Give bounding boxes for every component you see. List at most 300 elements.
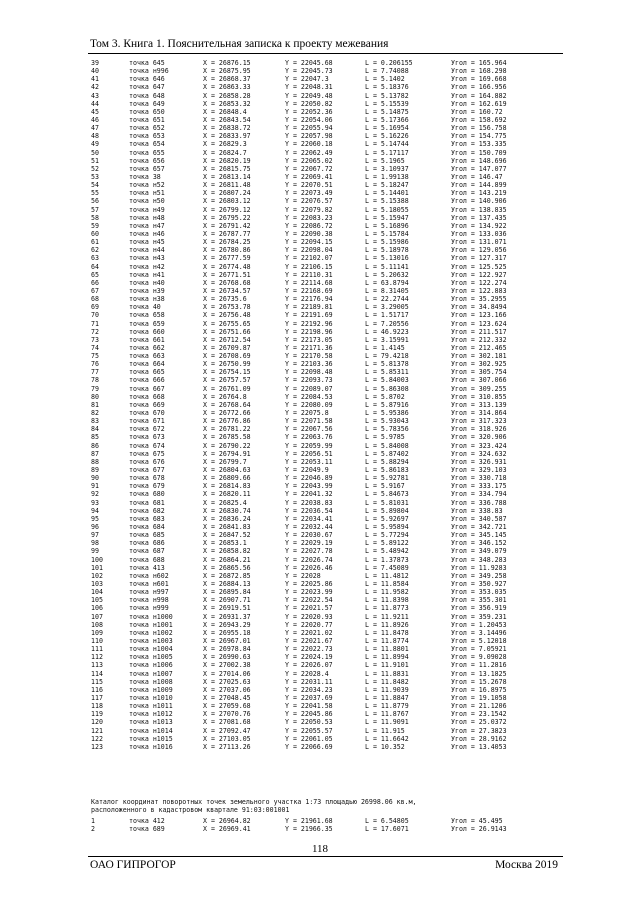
angle: Угол = 35.2955: [451, 295, 507, 304]
angle: Угол = 212.465: [451, 343, 507, 352]
point-name: точка н43: [129, 254, 165, 263]
segment-length: L = 5.18376: [365, 83, 409, 92]
y-coordinate: Y = 22037.69: [285, 693, 333, 702]
y-coordinate: Y = 22067.72: [285, 164, 333, 173]
table-row: [91, 336, 591, 344]
x-coordinate: X = 26829.3: [203, 140, 247, 149]
table-row: [91, 466, 591, 474]
point-name: точка н49: [129, 205, 165, 214]
angle: Угол = 123.624: [451, 319, 507, 328]
x-coordinate: X = 26836.24: [203, 514, 251, 523]
y-coordinate: Y = 22026.74: [285, 555, 333, 564]
x-coordinate: X = 26794.91: [203, 449, 251, 458]
x-coordinate: X = 26815.75: [203, 164, 251, 173]
segment-length: L = 0.206155: [365, 59, 413, 67]
segment-length: L = 5.18978: [365, 246, 409, 255]
y-coordinate: Y = 22060.18: [285, 140, 333, 149]
x-coordinate: X = 26853.32: [203, 99, 251, 108]
table-row: [91, 197, 591, 205]
point-name: точка 673: [129, 433, 165, 442]
point-index: 117: [91, 693, 103, 702]
x-coordinate: X = 26876.15: [203, 59, 251, 67]
angle: Угол = 324.632: [451, 449, 507, 458]
coordinates-table: [91, 59, 591, 751]
y-coordinate: Y = 22102.07: [285, 254, 333, 263]
segment-length: L = 11.8478: [365, 628, 409, 637]
point-name: точка 652: [129, 124, 165, 133]
angle: Угол = 346.152: [451, 539, 507, 548]
x-coordinate: X = 26895.84: [203, 588, 251, 597]
y-coordinate: Y = 22043.99: [285, 482, 333, 491]
point-index: 109: [91, 628, 103, 637]
angle: Угол = 305.754: [451, 368, 507, 377]
point-index: 85: [91, 433, 99, 442]
segment-length: L = 5.87402: [365, 449, 409, 458]
page-number: 118: [311, 843, 329, 855]
y-coordinate: Y = 22048.31: [285, 83, 333, 92]
angle: Угол = 122.274: [451, 278, 507, 287]
segment-length: L = 5.92697: [365, 514, 409, 523]
point-index: 65: [91, 270, 99, 279]
angle: Угол = 350.927: [451, 580, 507, 588]
x-coordinate: X = 26820.11: [203, 490, 251, 499]
segment-length: L = 79.4218: [365, 352, 409, 361]
segment-length: L = 3.15991: [365, 335, 409, 344]
y-coordinate: Y = 22045.73: [285, 67, 333, 76]
point-index: 52: [91, 164, 99, 173]
segment-length: L = 11.915: [365, 726, 405, 735]
angle: Угол = 156.758: [451, 124, 507, 133]
point-name: точка 667: [129, 384, 165, 393]
segment-length: L = 5.89804: [365, 506, 409, 515]
y-coordinate: Y = 22063.76: [285, 433, 333, 442]
x-coordinate: X = 26864.21: [203, 555, 251, 564]
y-coordinate: Y = 22110.31: [285, 270, 333, 279]
segment-length: L = 5.15539: [365, 99, 409, 108]
table-row: [91, 83, 591, 91]
table-row: [91, 238, 591, 246]
table-row: [91, 271, 591, 279]
angle: Угол = 25.0372: [451, 718, 507, 727]
y-coordinate: Y = 22045.68: [285, 59, 333, 67]
angle: Угол = 320.906: [451, 433, 507, 442]
point-name: точка н1008: [129, 677, 173, 686]
y-coordinate: Y = 22021.57: [285, 604, 333, 613]
segment-length: L = 5.20632: [365, 270, 409, 279]
x-coordinate: X = 26955.18: [203, 628, 251, 637]
x-coordinate: X = 26919.51: [203, 604, 251, 613]
point-name: точка 412: [129, 817, 165, 825]
point-name: точка н1010: [129, 693, 173, 702]
point-index: 54: [91, 181, 99, 190]
table-row: [91, 710, 591, 718]
angle: Угол = 122.927: [451, 270, 507, 279]
table-row: [91, 825, 591, 833]
segment-length: L = 5.14875: [365, 107, 409, 116]
table-row: [91, 702, 591, 710]
y-coordinate: Y = 22021.02: [285, 628, 333, 637]
x-coordinate: X = 26735.6: [203, 295, 247, 304]
point-name: точка 686: [129, 539, 165, 548]
segment-length: L = 11.9211: [365, 612, 409, 621]
y-coordinate: Y = 22198.96: [285, 327, 333, 336]
page-header: Том 3. Книга 1. Пояснительная записка к проекту межевания: [90, 38, 389, 50]
x-coordinate: X = 26803.12: [203, 197, 251, 206]
x-coordinate: X = 26853.1: [203, 539, 247, 548]
point-name: точка 661: [129, 335, 165, 344]
point-name: точка 689: [129, 825, 165, 834]
table-row: [91, 140, 591, 148]
angle: Угол = 313.139: [451, 400, 507, 409]
segment-length: L = 11.8847: [365, 693, 409, 702]
table-row: [91, 67, 591, 75]
point-name: точка н41: [129, 270, 165, 279]
table-row: [91, 556, 591, 564]
table-row: [91, 189, 591, 197]
y-coordinate: Y = 22103.36: [285, 360, 333, 369]
y-coordinate: Y = 22106.15: [285, 262, 333, 271]
angle: Угол = 16.8975: [451, 685, 507, 694]
point-index: 40: [91, 67, 99, 76]
y-coordinate: Y = 22041.32: [285, 490, 333, 499]
y-coordinate: Y = 22050.82: [285, 99, 333, 108]
angle: Угол = 144.899: [451, 181, 507, 190]
x-coordinate: X = 26863.33: [203, 83, 251, 92]
point-index: 89: [91, 466, 99, 475]
point-index: 104: [91, 588, 103, 597]
point-name: точка н52: [129, 181, 165, 190]
table-row: [91, 360, 591, 368]
angle: Угол = 302.181: [451, 352, 507, 361]
point-name: точка н44: [129, 246, 165, 255]
x-coordinate: X = 27037.06: [203, 685, 251, 694]
point-name: точка 684: [129, 523, 165, 532]
y-coordinate: Y = 22191.69: [285, 311, 333, 320]
x-coordinate: X = 26777.59: [203, 254, 251, 263]
x-coordinate: X = 26809.66: [203, 474, 251, 483]
point-index: 106: [91, 604, 103, 613]
point-index: 53: [91, 172, 99, 181]
segment-length: L = 11.8779: [365, 702, 409, 711]
x-coordinate: X = 26847.52: [203, 531, 251, 540]
point-index: 72: [91, 327, 99, 336]
segment-length: L = 11.9582: [365, 588, 409, 597]
segment-length: L = 11.8801: [365, 645, 409, 654]
angle: Угол = 336.788: [451, 498, 507, 507]
point-index: 70: [91, 311, 99, 320]
angle: Угол = 7.05921: [451, 645, 507, 654]
table-row: [91, 295, 591, 303]
y-coordinate: Y = 22170.58: [285, 352, 333, 361]
angle: Угол = 356.919: [451, 604, 507, 613]
point-name: точка н602: [129, 571, 169, 580]
point-name: точка н1014: [129, 726, 173, 735]
catalog-table: [91, 817, 591, 833]
table-row: [91, 132, 591, 140]
point-name: точка 654: [129, 140, 165, 149]
table-row: [91, 817, 591, 825]
point-index: 79: [91, 384, 99, 393]
point-name: точка н997: [129, 588, 169, 597]
y-coordinate: Y = 22052.36: [285, 107, 333, 116]
point-name: точка 669: [129, 400, 165, 409]
x-coordinate: X = 26841.83: [203, 523, 251, 532]
point-name: точка н45: [129, 238, 165, 247]
y-coordinate: Y = 22071.58: [285, 417, 333, 426]
y-coordinate: Y = 22094.15: [285, 238, 333, 247]
table-row: [91, 670, 591, 678]
point-name: точка 656: [129, 156, 165, 165]
y-coordinate: Y = 22022.73: [285, 645, 333, 654]
x-coordinate: X = 26708.69: [203, 352, 251, 361]
point-index: 41: [91, 75, 99, 84]
point-name: точка н1006: [129, 661, 173, 670]
point-index: 62: [91, 246, 99, 255]
point-index: 56: [91, 197, 99, 206]
y-coordinate: Y = 22089.07: [285, 384, 333, 393]
angle: Угол = 11.2816: [451, 661, 507, 670]
x-coordinate: X = 26875.95: [203, 67, 251, 76]
point-name: точка 666: [129, 376, 165, 385]
point-name: точка 687: [129, 547, 165, 556]
point-index: 42: [91, 83, 99, 92]
point-index: 90: [91, 474, 99, 483]
point-name: точка н1002: [129, 628, 173, 637]
segment-length: L = 1.51717: [365, 311, 409, 320]
point-name: точка н46: [129, 229, 165, 238]
point-name: точка н1011: [129, 702, 173, 711]
segment-length: L = 5.77294: [365, 531, 409, 540]
angle: Угол = 129.056: [451, 246, 507, 255]
table-row: [91, 311, 591, 319]
point-name: точка н1016: [129, 742, 173, 751]
segment-length: L = 11.4812: [365, 571, 409, 580]
point-index: 92: [91, 490, 99, 499]
point-index: 44: [91, 99, 99, 108]
point-name: точка 659: [129, 319, 165, 328]
x-coordinate: X = 26755.65: [203, 319, 251, 328]
x-coordinate: X = 26858.28: [203, 91, 251, 100]
x-coordinate: X = 27070.76: [203, 710, 251, 719]
point-index: 80: [91, 392, 99, 401]
point-index: 95: [91, 514, 99, 523]
segment-length: L = 5.1402: [365, 75, 405, 84]
table-row: [91, 523, 591, 531]
point-index: 83: [91, 417, 99, 426]
point-index: 88: [91, 457, 99, 466]
segment-length: L = 11.8482: [365, 677, 409, 686]
table-row: [91, 727, 591, 735]
x-coordinate: X = 26734.57: [203, 286, 251, 295]
point-index: 94: [91, 506, 99, 515]
table-row: [91, 425, 591, 433]
segment-length: L = 11.8584: [365, 580, 409, 588]
y-coordinate: Y = 22098.04: [285, 246, 333, 255]
x-coordinate: X = 27048.45: [203, 693, 251, 702]
point-name: точка 664: [129, 360, 165, 369]
table-row: [91, 409, 591, 417]
angle: Угол = 158.692: [451, 115, 507, 124]
point-name: точка 38: [129, 172, 161, 181]
y-coordinate: Y = 22084.53: [285, 392, 333, 401]
point-name: точка 671: [129, 417, 165, 426]
segment-length: L = 5.95894: [365, 523, 409, 532]
table-row: [91, 531, 591, 539]
y-coordinate: Y = 22098.48: [285, 368, 333, 377]
table-row: [91, 279, 591, 287]
segment-length: L = 6.54805: [365, 817, 409, 825]
table-row: [91, 718, 591, 726]
x-coordinate: X = 26907.71: [203, 596, 251, 605]
table-row: [91, 75, 591, 83]
segment-length: L = 3.10937: [365, 164, 409, 173]
x-coordinate: X = 26768.68: [203, 278, 251, 287]
point-index: 78: [91, 376, 99, 385]
point-index: 91: [91, 482, 99, 491]
y-coordinate: Y = 22021.67: [285, 636, 333, 645]
table-row: [91, 490, 591, 498]
y-coordinate: Y = 22049.48: [285, 91, 333, 100]
point-index: 49: [91, 140, 99, 149]
y-coordinate: Y = 22047.3: [285, 75, 329, 84]
angle: Угол = 13.1825: [451, 669, 507, 678]
point-name: точка 649: [129, 99, 165, 108]
x-coordinate: X = 26756.48: [203, 311, 251, 320]
point-name: точка 655: [129, 148, 165, 157]
y-coordinate: Y = 22038.83: [285, 498, 333, 507]
point-name: точка 679: [129, 482, 165, 491]
point-name: точка н1009: [129, 685, 173, 694]
table-row: [91, 621, 591, 629]
point-name: точка 688: [129, 555, 165, 564]
segment-length: L = 5.95386: [365, 409, 409, 418]
table-row: [91, 433, 591, 441]
y-coordinate: Y = 22020.77: [285, 620, 333, 629]
y-coordinate: Y = 22059.99: [285, 441, 333, 450]
point-name: точка н1007: [129, 669, 173, 678]
segment-length: L = 11.9039: [365, 685, 409, 694]
point-index: 98: [91, 539, 99, 548]
y-coordinate: Y = 22030.67: [285, 531, 333, 540]
y-coordinate: Y = 22080.09: [285, 400, 333, 409]
angle: Угол = 28.9162: [451, 734, 507, 743]
angle: Угол = 127.317: [451, 254, 507, 263]
x-coordinate: X = 26791.42: [203, 221, 251, 230]
x-coordinate: X = 26772.66: [203, 409, 251, 418]
segment-length: L = 22.2744: [365, 295, 409, 304]
x-coordinate: X = 26865.56: [203, 563, 251, 572]
angle: Угол = 334.794: [451, 490, 507, 499]
angle: Угол = 162.619: [451, 99, 507, 108]
angle: Угол = 150.709: [451, 148, 507, 157]
angle: Угол = 34.8494: [451, 303, 507, 312]
point-index: 84: [91, 425, 99, 434]
x-coordinate: X = 26776.86: [203, 417, 251, 426]
x-coordinate: X = 26969.41: [203, 825, 251, 834]
point-name: точка 658: [129, 311, 165, 320]
segment-length: L = 5.16954: [365, 124, 409, 133]
table-row: [91, 442, 591, 450]
angle: Угол = 146.47: [451, 172, 503, 181]
angle: Угол = 148.696: [451, 156, 507, 165]
y-coordinate: Y = 22026.46: [285, 563, 333, 572]
y-coordinate: Y = 22176.94: [285, 295, 333, 304]
table-row: [91, 230, 591, 238]
point-index: 2: [91, 825, 95, 834]
table-row: [91, 539, 591, 547]
table-row: [91, 604, 591, 612]
point-index: 110: [91, 636, 103, 645]
segment-length: L = 5.16896: [365, 221, 409, 230]
point-index: 57: [91, 205, 99, 214]
x-coordinate: X = 26757.57: [203, 376, 251, 385]
angle: Угол = 166.956: [451, 83, 507, 92]
point-name: точка 662: [129, 343, 165, 352]
angle: Угол = 169.668: [451, 75, 507, 84]
angle: Угол = 15.2678: [451, 677, 507, 686]
point-index: 116: [91, 685, 103, 694]
table-row: [91, 206, 591, 214]
angle: Угол = 147.077: [451, 164, 507, 173]
segment-length: L = 5.92781: [365, 474, 409, 483]
x-coordinate: X = 26750.99: [203, 360, 251, 369]
angle: Угол = 45.495: [451, 817, 503, 825]
point-index: 86: [91, 441, 99, 450]
x-coordinate: X = 26820.19: [203, 156, 251, 165]
angle: Угол = 160.72: [451, 107, 503, 116]
segment-length: L = 5.86183: [365, 466, 409, 475]
point-index: 114: [91, 669, 103, 678]
point-index: 63: [91, 254, 99, 263]
point-index: 93: [91, 498, 99, 507]
segment-length: L = 11.8773: [365, 604, 409, 613]
segment-length: L = 5.14401: [365, 189, 409, 198]
point-index: 119: [91, 710, 103, 719]
x-coordinate: X = 26785.58: [203, 433, 251, 442]
table-row: [91, 116, 591, 124]
catalog-caption-line: расположенного в кадастровом квартале 91:03:001001: [91, 806, 290, 815]
point-name: точка 674: [129, 441, 165, 450]
segment-length: L = 5.84008: [365, 441, 409, 450]
x-coordinate: X = 26868.37: [203, 75, 251, 84]
x-coordinate: X = 26978.84: [203, 645, 251, 654]
y-coordinate: Y = 21961.68: [285, 817, 333, 825]
table-row: [91, 564, 591, 572]
y-coordinate: Y = 22173.05: [285, 335, 333, 344]
x-coordinate: X = 26774.48: [203, 262, 251, 271]
point-name: точка 651: [129, 115, 165, 124]
point-index: 81: [91, 400, 99, 409]
angle: Угол = 353.035: [451, 588, 507, 597]
point-name: точка н1000: [129, 612, 173, 621]
angle: Угол = 330.718: [451, 474, 507, 483]
angle: Угол = 154.775: [451, 132, 507, 141]
table-row: [91, 59, 591, 67]
point-index: 113: [91, 661, 103, 670]
table-row: [91, 645, 591, 653]
angle: Угол = 11.9283: [451, 563, 507, 572]
table-row: [91, 694, 591, 702]
angle: Угол = 133.036: [451, 229, 507, 238]
table-row: [91, 222, 591, 230]
x-coordinate: X = 26833.97: [203, 132, 251, 141]
y-coordinate: Y = 22079.82: [285, 205, 333, 214]
segment-length: L = 5.14744: [365, 140, 409, 149]
point-name: точка 677: [129, 466, 165, 475]
angle: Угол = 19.1058: [451, 693, 507, 702]
angle: Угол = 329.103: [451, 466, 507, 475]
x-coordinate: X = 26780.86: [203, 246, 251, 255]
